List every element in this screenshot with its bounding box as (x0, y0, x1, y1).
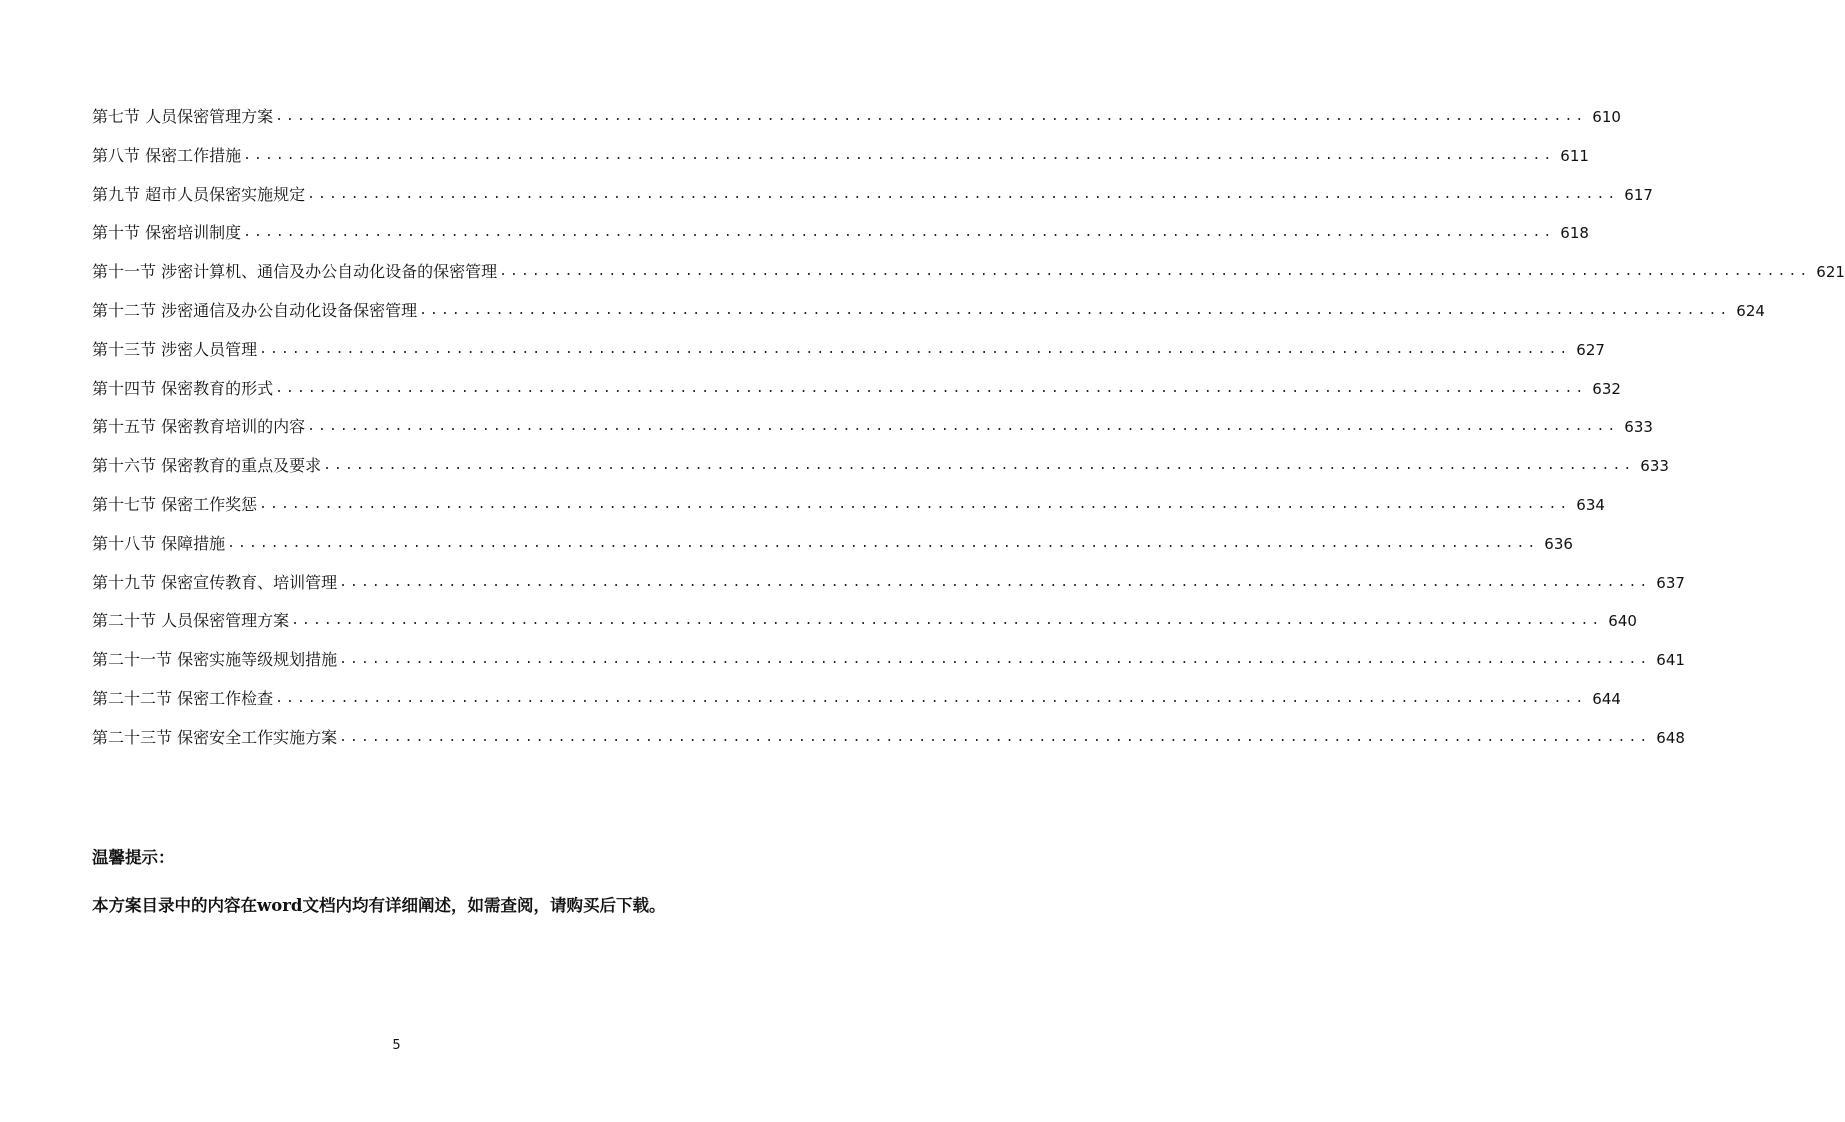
toc-entry-page: 637 (1656, 573, 1685, 592)
toc-entry[interactable] (92, 137, 1589, 176)
toc-entry[interactable] (92, 176, 1653, 215)
toc-entry-title: 第十八节 保障措施 (92, 533, 226, 553)
toc-entry-title: 第十五节 保密教育培训的内容 (92, 417, 306, 437)
toc-leader-dots: ........................................................................................................................ (419, 302, 1731, 318)
toc-entry[interactable] (92, 98, 1621, 137)
toc-entry-page: 633 (1624, 418, 1653, 437)
toc-leader-dots: ........................................................................................................................ (275, 380, 1587, 396)
toc-entry-title: 第十节 保密培训制度 (92, 223, 242, 243)
toc-entry[interactable] (92, 214, 1589, 253)
toc-entry-title: 第十六节 保密教育的重点及要求 (92, 456, 322, 476)
toc-leader-dots: ........................................................................................................................ (307, 419, 1619, 435)
toc-entry[interactable] (92, 486, 1605, 525)
toc-entry-title: 第九节 超市人员保密实施规定 (92, 184, 306, 204)
toc-entry-page: 641 (1656, 651, 1685, 670)
toc-entry-title: 第十二节 涉密通信及办公自动化设备保密管理 (92, 300, 418, 320)
toc-entry[interactable] (92, 447, 1669, 486)
toc-entry[interactable] (92, 525, 1573, 564)
toc-entry-title: 第二十三节 保密安全工作实施方案 (92, 727, 338, 747)
toc-leader-dots: ........................................................................................................................ (243, 147, 1555, 163)
notice-block (92, 838, 704, 926)
toc-entry-page: 617 (1624, 185, 1653, 204)
toc-entry[interactable] (92, 253, 1845, 292)
toc-entry-title: 第十四节 保密教育的形式 (92, 378, 274, 398)
toc-leader-dots: ........................................................................................................................ (339, 729, 1651, 745)
toc-entry-page: 636 (1544, 534, 1573, 553)
toc-entry-page: 644 (1592, 689, 1621, 708)
toc-leader-dots: ........................................................................................................................ (307, 186, 1619, 202)
toc-entry-page: 640 (1608, 612, 1637, 631)
toc-entry-title: 第二十二节 保密工作检查 (92, 688, 274, 708)
toc-entry-title: 第二十节 人员保密管理方案 (92, 611, 290, 631)
toc-leader-dots: ........................................................................................................................ (259, 341, 1571, 357)
page-number: 5 (392, 1038, 401, 1053)
toc-entry-title: 第七节 人员保密管理方案 (92, 107, 274, 126)
toc-entry-page: 618 (1560, 224, 1589, 243)
table-of-contents (92, 98, 1845, 758)
toc-leader-dots: ........................................................................................................................ (339, 574, 1651, 590)
toc-entry[interactable] (92, 719, 1685, 758)
toc-entry-page: 634 (1576, 495, 1605, 514)
toc-entry-page: 624 (1736, 301, 1765, 320)
toc-entry-page: 611 (1560, 146, 1589, 165)
toc-leader-dots: ........................................................................................................................ (275, 690, 1587, 706)
toc-entry-title: 第十一节 涉密计算机、通信及办公自动化设备的保密管理 (92, 262, 498, 282)
toc-entry[interactable] (92, 602, 1637, 641)
toc-entry-page: 610 (1592, 108, 1621, 126)
toc-entry-title: 第十九节 保密宣传教育、培训管理 (92, 572, 338, 592)
toc-entry[interactable] (92, 370, 1621, 409)
toc-leader-dots: ........................................................................................................................ (291, 613, 1603, 629)
toc-entry[interactable] (92, 641, 1685, 680)
toc-leader-dots: ........................................................................................................................ (227, 535, 1539, 551)
toc-leader-dots: ........................................................................................................................ (323, 458, 1635, 474)
notice-title: 温馨提示： (92, 848, 175, 867)
toc-entry-title: 第十三节 涉密人员管理 (92, 339, 258, 359)
toc-entry-page: 627 (1576, 340, 1605, 359)
toc-entry-title: 第十七节 保密工作奖惩 (92, 494, 258, 514)
toc-leader-dots: ........................................................................................................................ (259, 496, 1571, 512)
toc-entry-page: 633 (1640, 457, 1669, 476)
toc-entry[interactable] (92, 331, 1605, 370)
toc-entry[interactable] (92, 680, 1621, 719)
toc-entry-title: 第二十一节 保密实施等级规划措施 (92, 650, 338, 670)
toc-entry-page: 648 (1656, 728, 1685, 747)
toc-leader-dots: ........................................................................................................................ (339, 652, 1651, 668)
toc-entry-title: 第八节 保密工作措施 (92, 145, 242, 165)
toc-leader-dots: ........................................................................................................................ (243, 225, 1555, 241)
toc-entry-page: 632 (1592, 379, 1621, 398)
toc-entry[interactable] (92, 408, 1653, 447)
toc-entry[interactable] (92, 564, 1685, 603)
toc-leader-dots: ........................................................................................................................ (499, 264, 1811, 280)
toc-entry-page: 621 (1816, 263, 1845, 282)
toc-entry[interactable] (92, 292, 1765, 331)
toc-leader-dots: ........................................................................................................................ (275, 109, 1587, 124)
notice-body: 本方案目录中的内容在word文档内均有详细阐述，如需查阅，请购买后下载。 (92, 896, 666, 915)
